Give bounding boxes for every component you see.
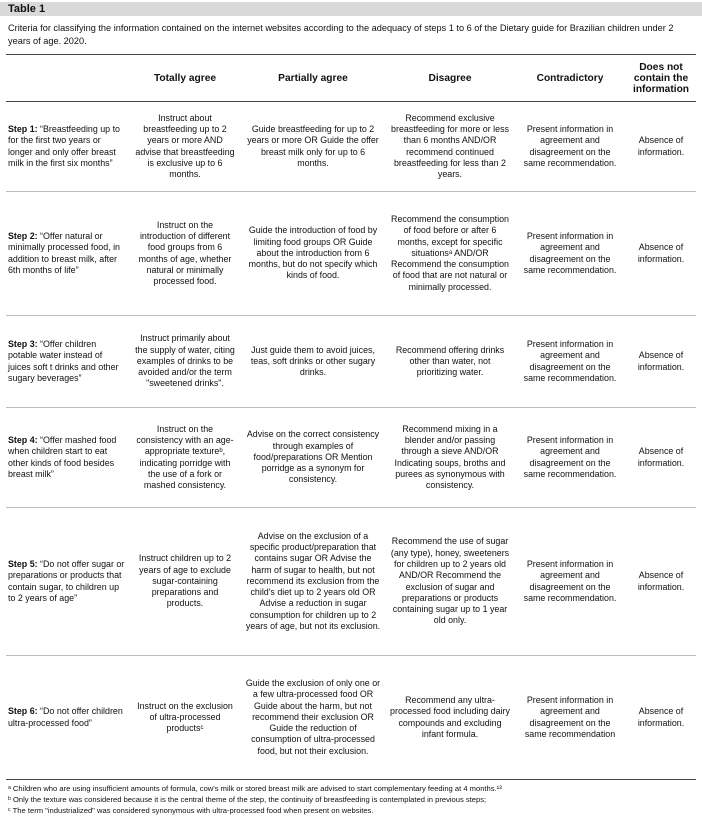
header-step xyxy=(6,55,130,102)
totally-agree-cell: Instruct about breastfeeding up to 2 years or more AND advise that breastfeeding is exclusive up to 6 months. xyxy=(130,102,240,192)
criteria-table xyxy=(6,55,696,780)
totally-agree-cell: Instruct children up to 2 years of age to exclude sugar-containing preparations and products. xyxy=(130,508,240,656)
table-row xyxy=(6,192,696,316)
header-row xyxy=(6,55,696,102)
table-row xyxy=(6,656,696,780)
partially-agree-cell: Guide the exclusion of only one or a few ultra-processed food OR Guide about the harm, but not recommend their exclusion OR Guide the reduction of consumption of ultra-processed food, but not their exclusion. xyxy=(240,656,386,780)
disagree-cell: Recommend any ultra-processed food including dairy compounds and excluding infant formula. xyxy=(386,656,514,780)
absent-cell: Absence of information. xyxy=(626,102,696,192)
step-label: Step 5: xyxy=(8,558,38,569)
contradictory-cell: Present information in agreement and disagreement on the same recommendation. xyxy=(514,508,626,656)
disagree-cell: Recommend the consumption of food before or after 6 months, except for specific situationsᵃ AND/OR Recommend the consumption of food that are not natural or minimally processed. xyxy=(386,192,514,316)
step-text: “Breastfeeding up to for the first two years or longer and only offer breast milk in the first six months” xyxy=(8,123,120,168)
header-contradictory: Contradictory xyxy=(514,55,626,102)
header-totally-agree: Totally agree xyxy=(130,55,240,102)
partially-agree-cell: Guide the introduction of food by limiting food groups OR Guide about the introduction from 6 months, but do not specify which kinds of food. xyxy=(240,192,386,316)
table-row xyxy=(6,316,696,408)
totally-agree-cell: Instruct on the introduction of different food groups from 6 months of age, whether natural or minimally processed food. xyxy=(130,192,240,316)
table-row xyxy=(6,408,696,508)
step-text: “Do not offer sugar or preparations or products that contain sugar, to children up to 2 years of age” xyxy=(8,558,125,603)
footnote-b: ᵇ Only the texture was considered because it is the central theme of the step, the continuity of breastfeeding is contemplated in previous steps; xyxy=(8,795,487,804)
step-label: Step 6: xyxy=(8,706,38,717)
step-cell xyxy=(6,656,130,780)
header-partially-agree: Partially agree xyxy=(240,55,386,102)
step-text: “Offer natural or minimally processed food, in addition to breast milk, after 6th months of life” xyxy=(8,230,120,275)
contradictory-cell: Present information in agreement and disagreement on the same recommendation. xyxy=(514,408,626,508)
step-label: Step 3: xyxy=(8,338,38,349)
header-does-not-contain: Does not contain the information xyxy=(626,55,696,102)
disagree-cell: Recommend mixing in a blender and/or passing through a sieve AND/OR Indicating soups, broths and purees as synonymous with consistency. xyxy=(386,408,514,508)
partially-agree-cell: Just guide them to avoid juices, teas, soft drinks or other sugary drinks. xyxy=(240,316,386,408)
disagree-cell: Recommend exclusive breastfeeding for more or less than 6 months AND/OR recommend continued breastfeeding for less than 2 years. xyxy=(386,102,514,192)
footnotes xyxy=(6,780,696,816)
partially-agree-cell: Guide breastfeeding for up to 2 years or more OR Guide the offer breast milk only for up to 6 months. xyxy=(240,102,386,192)
absent-cell: Absence of information. xyxy=(626,316,696,408)
table-label: Table 1 xyxy=(0,2,702,16)
contradictory-cell: Present information in agreement and disagreement on the same recommendation. xyxy=(514,102,626,192)
header-disagree: Disagree xyxy=(386,55,514,102)
step-label: Step 2: xyxy=(8,230,38,241)
contradictory-cell: Present information in agreement and disagreement on the same recommendation. xyxy=(514,316,626,408)
totally-agree-cell: Instruct on the consistency with an age-appropriate textureᵇ, indicating porridge with the use of a fork or mashed consistency. xyxy=(130,408,240,508)
step-label: Step 4: xyxy=(8,434,38,445)
absent-cell: Absence of information. xyxy=(626,656,696,780)
step-cell xyxy=(6,316,130,408)
step-cell xyxy=(6,192,130,316)
step-cell xyxy=(6,408,130,508)
contradictory-cell: Present information in agreement and disagreement on the same recommendation. xyxy=(514,192,626,316)
table-caption: Criteria for classifying the information contained on the internet websites according to the adequacy of steps 1 to 6 of the Dietary guide for Brazilian children under 2 years of age. 2020. xyxy=(6,16,696,55)
partially-agree-cell: Advise on the exclusion of a specific product/preparation that contains sugar OR Advise the harm of sugar to health, but not recommend its exclusion from the child's diet up to 2 years old OR Advise a reduction in sugar consumption for children up to 2 years of age, but not its exclusion. xyxy=(240,508,386,656)
footnote-a: ᵃ Children who are using insufficient amounts of formula, cow's milk or stored breast milk are advised to start complementary feeding at 4 months.¹³ xyxy=(8,784,502,793)
absent-cell: Absence of information. xyxy=(626,508,696,656)
absent-cell: Absence of information. xyxy=(626,192,696,316)
step-cell xyxy=(6,102,130,192)
step-text: “Offer children potable water instead of juices soft t drinks and other sugary beverages” xyxy=(8,338,119,383)
contradictory-cell: Present information in agreement and disagreement on the same recommendation xyxy=(514,656,626,780)
partially-agree-cell: Advise on the correct consistency through examples of food/preparations OR Mention porridge as a synonym for consistency. xyxy=(240,408,386,508)
table-row xyxy=(6,508,696,656)
absent-cell: Absence of information. xyxy=(626,408,696,508)
footnote-c: ᶜ The term "industrialized" was considered synonymous with ultra-processed food when present on websites. xyxy=(8,806,374,815)
totally-agree-cell: Instruct primarily about the supply of water, citing examples of drinks to be avoided and/or the term "sweetened drinks". xyxy=(130,316,240,408)
totally-agree-cell: Instruct on the exclusion of ultra-processed productsᶜ xyxy=(130,656,240,780)
step-label: Step 1: xyxy=(8,123,38,134)
step-cell xyxy=(6,508,130,656)
table-row xyxy=(6,102,696,192)
disagree-cell: Recommend the use of sugar (any type), honey, sweeteners for children up to 2 years old AND/OR Recommend the exclusion of sugar and preparations or products containing sugar up to 1 year old only. xyxy=(386,508,514,656)
disagree-cell: Recommend offering drinks other than water, not prioritizing water. xyxy=(386,316,514,408)
step-text: “Offer mashed food when children start to eat other kinds of food besides breast milk” xyxy=(8,434,117,479)
step-text: “Do not offer children ultra-processed food” xyxy=(8,706,123,728)
